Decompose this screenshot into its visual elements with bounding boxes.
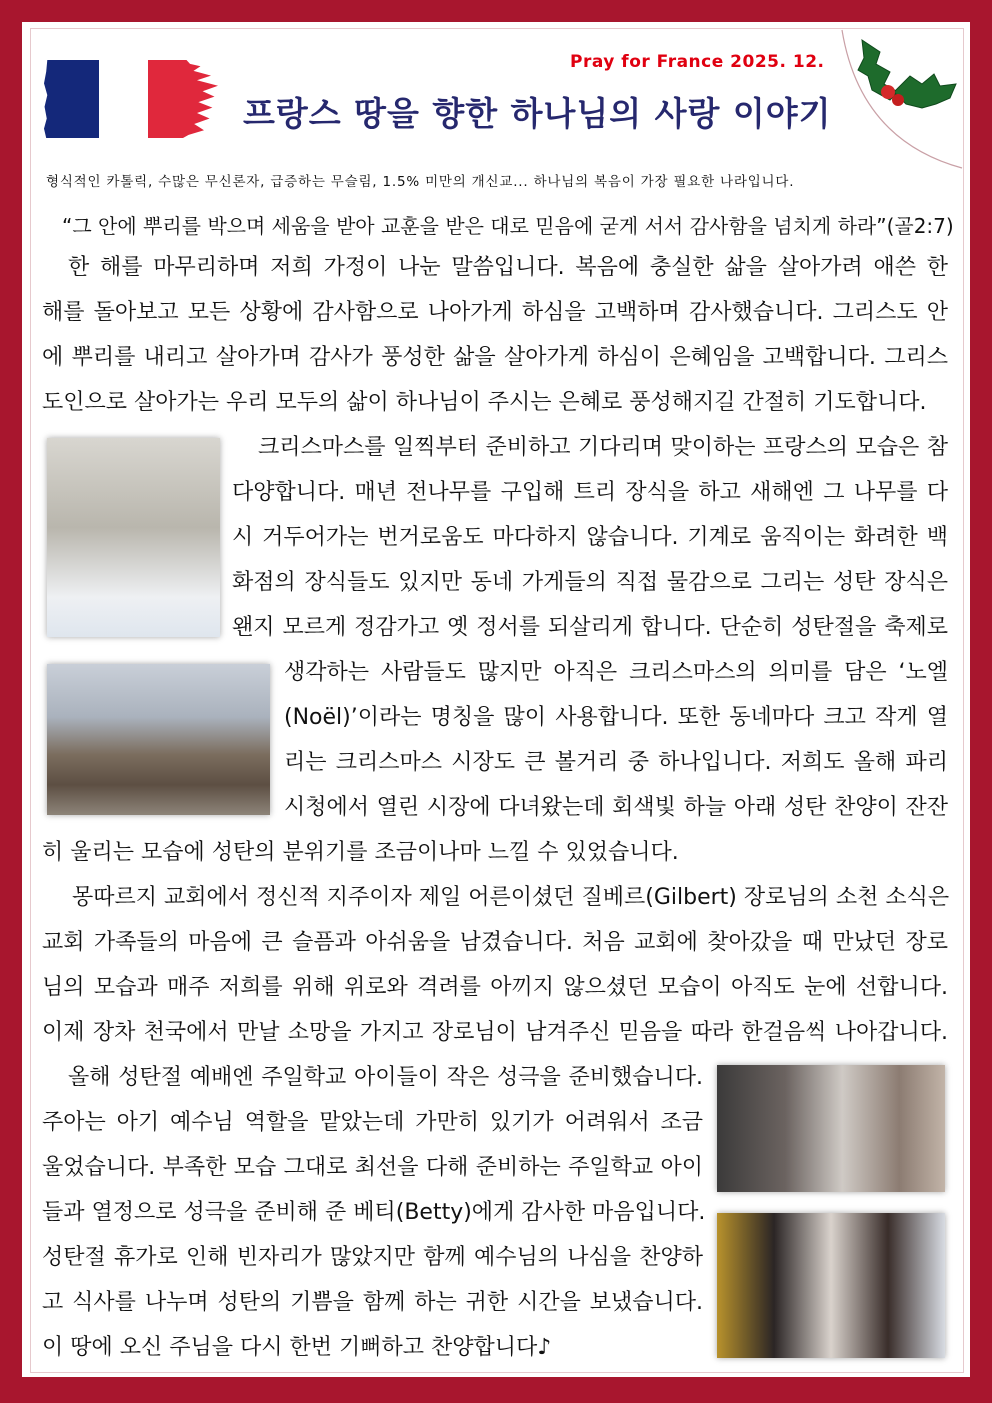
text-line: 올해 성탄절 예배엔 주일학교 아이들이 작은 성극을 준비했습니다.	[68, 1065, 703, 1090]
text-line: 크리스마스를 일찍부터 준비하고 기다리며 맞이하는 프랑스의 모습은 참	[258, 435, 948, 460]
text-line: 시청에서 열린 시장에 다녀왔는데 회색빛 하늘 아래 성탄 찬양이 잔잔	[284, 795, 948, 820]
text-line: 고 식사를 나누며 성탄의 기쁨을 함께 하는 귀한 시간을 보냈습니다.	[42, 1290, 703, 1315]
photo-santa-window	[47, 438, 220, 637]
photo-christmas-market	[47, 664, 270, 815]
issue-date: Pray for France 2025. 12.	[570, 52, 825, 72]
text-line: 울었습니다. 부족한 모습 그대로 최선을 다해 준비하는 주일학교 아이	[42, 1155, 703, 1180]
holly-icon	[858, 40, 956, 108]
photo-nativity-play	[717, 1065, 945, 1192]
text-line: 히 울리는 모습에 성탄의 분위기를 조금이나마 느낄 수 있었습니다.	[42, 840, 679, 865]
text-line: 시 거두어가는 번거로움도 마다하지 않습니다. 기계로 움직이는 화려한 백	[232, 525, 948, 550]
flag-blue-stripe	[44, 60, 99, 138]
text-line: 도인으로 살아가는 우리 모두의 삶이 하나님이 주시는 은혜로 풍성해지길 간절히 기도합니다.	[42, 390, 927, 415]
text-line: 성탄절 휴가로 인해 빈자리가 많았지만 함께 예수님의 나심을 찬양하	[42, 1245, 703, 1270]
text-line: 다양합니다. 매년 전나무를 구입해 트리 장식을 하고 새해엔 그 나무를 다	[232, 480, 948, 505]
text-line: 몽따르지 교회에서 정신적 지주이자 제일 어른이셨던 질베르(Gilbert) 장로님의 소천 소식은	[72, 885, 950, 910]
tagline: 형식적인 카톨릭, 수많은 무신론자, 급증하는 무슬림, 1.5% 미만의 개신교... 하나님의 복음이 가장 필요한 나라입니다.	[46, 174, 795, 190]
text-line: (Noël)’이라는 명칭을 많이 사용합니다. 또한 동네마다 크고 작게 열	[284, 705, 948, 730]
newsletter-title: 프랑스 땅을 향한 하나님의 사랑 이야기	[243, 94, 832, 133]
text-line: 해를 돌아보고 모든 상황에 감사함으로 나아가게 하심을 고백하며 감사했습니다. 그리스도 안	[42, 300, 948, 325]
text-line: 들과 열정으로 성극을 준비해 준 베티(Betty)에게 감사한 마음입니다.	[42, 1200, 706, 1225]
bible-verse: “그 안에 뿌리를 박으며 세움을 받아 교훈을 받은 대로 믿음에 굳게 서서 감사함을 넘치게 하라”(골2:7)	[62, 214, 954, 238]
text-line: 에 뿌리를 내리고 살아가며 감사가 풍성한 삶을 살아가게 하심이 은혜임을 고백합니다. 그리스	[42, 345, 948, 370]
text-line: 화점의 장식들도 있지만 동네 가게들의 직접 물감으로 그리는 성탄 장식은	[232, 570, 948, 595]
text-line: 주아는 아기 예수님 역할을 맡았는데 가만히 있기가 어려워서 조금	[42, 1110, 703, 1135]
text-line: 이 땅에 오신 주님을 다시 한번 기뻐하고 찬양합니다♪	[42, 1335, 552, 1360]
text-line: 한 해를 마무리하며 저희 가정이 나눈 말씀입니다. 복음에 충실한 삶을 살아가려 애쓴 한	[68, 255, 948, 280]
photo-church-group	[717, 1213, 945, 1358]
text-line: 리는 크리스마스 시장도 큰 볼거리 중 하나입니다. 저희도 올해 파리	[284, 750, 948, 775]
text-line: 교회 가족들의 마음에 큰 슬픔과 아쉬움을 남겼습니다. 처음 교회에 찾아갔을 때 만났던 장로	[42, 930, 948, 955]
text-line: 생각하는 사람들도 많지만 아직은 크리스마스의 의미를 담은 ‘노엘	[284, 660, 948, 685]
text-line: 왠지 모르게 정감가고 옛 정서를 되살리게 합니다. 단순히 성탄절을 축제로	[232, 615, 948, 640]
text-line: 이제 장차 천국에서 만날 소망을 가지고 장로님이 남겨주신 믿음을 따라 한걸음씩 나아갑니다.	[42, 1020, 948, 1045]
text-line: 님의 모습과 매주 저희를 위해 위로와 격려를 아끼지 않으셨던 모습이 아직도 눈에 선합니다.	[42, 975, 948, 1000]
